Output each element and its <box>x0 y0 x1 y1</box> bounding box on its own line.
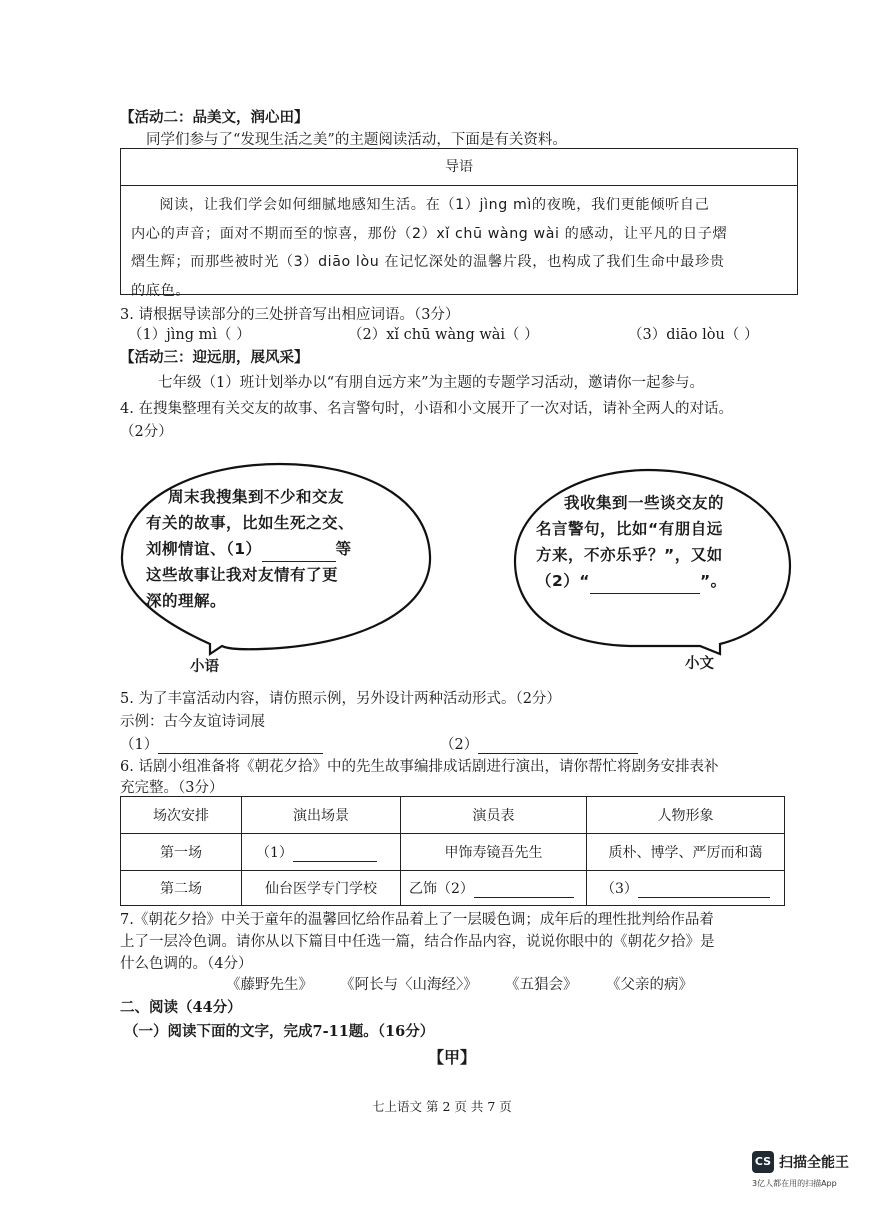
q4-stem: 4. 在搜集整理有关交友的故事、名言警句时，小语和小文展开了一次对话，请补全两人的对话。 <box>120 401 733 417</box>
q5-blank-1 <box>120 733 323 754</box>
table-header: 场次安排 <box>121 797 242 834</box>
q5-blank-1-label: （1） <box>120 737 159 753</box>
answer-blank[interactable] <box>638 883 770 898</box>
left-bubble-line: 深的理解。 <box>146 592 227 610</box>
speaker-xiaoyu: 小语 <box>190 659 219 675</box>
role-table <box>120 796 785 906</box>
camscanner-logo-icon: CS <box>752 1151 774 1173</box>
guide-line: 阅读，让我们学会如何细腻地感知生活。在（1）jìng mì的夜晚，我们更能倾听自己 <box>159 197 710 213</box>
left-bubble-line: 周末我搜集到不少和交友 <box>168 488 345 506</box>
section-title: 二、阅读（44分） <box>120 999 242 1016</box>
right-bubble-line <box>536 568 727 594</box>
right-bubble-line: 方来，不亦乐乎？”，又如 <box>536 546 723 564</box>
left-bubble-line <box>146 536 352 562</box>
q3-item-1: （1）jìng mì（ ） <box>128 327 251 343</box>
q7-line: 上了一层冷色调。请你从以下篇目中任选一篇，结合作品内容，说说你眼中的《朝花夕拾》是 <box>120 934 715 950</box>
guide-title: 导语 <box>121 149 797 186</box>
q7-option: 《藤野先生》 <box>226 977 313 993</box>
activity2-intro: 同学们参与了“发现生活之美”的主题阅读活动，下面是有关资料。 <box>146 132 567 148</box>
q5-blank-2-label: （2） <box>440 737 479 753</box>
q7-line: 什么色调的。（4分） <box>120 956 253 972</box>
table-cell: 甲饰寿镜吾先生 <box>401 834 587 871</box>
guide-line: 熠生辉；而那些被时光（3）diāo lòu 在记忆深处的温馨片段，也构成了我们生命中最珍贵 <box>131 254 725 270</box>
table-row <box>121 834 785 871</box>
table-header: 演员表 <box>401 797 587 834</box>
watermark-name: 扫描全能王 <box>779 1155 849 1171</box>
watermark-tagline: 3亿人都在用的扫描App <box>752 1179 837 1188</box>
q7-option: 《父亲的病》 <box>606 977 693 993</box>
q3-stem: 3. 请根据导读部分的三处拼音写出相应词语。（3分） <box>120 307 460 323</box>
guide-line: 的底色。 <box>131 282 191 299</box>
table-cell <box>242 834 401 871</box>
answer-blank[interactable] <box>478 737 638 754</box>
table-cell <box>401 871 587 906</box>
table-cell: 仙台医学专门学校 <box>242 871 401 906</box>
q5-blank-2 <box>440 733 638 754</box>
section-subtitle: （一）阅读下面的文字，完成7-11题。（16分） <box>124 1023 435 1040</box>
table-header: 人物形象 <box>587 797 785 834</box>
left-bubble-tail: 等 <box>335 540 352 558</box>
q7-option: 《五猖会》 <box>505 977 578 993</box>
guide-body <box>131 191 787 305</box>
right-bubble-tail: ”。 <box>699 572 727 590</box>
table-cell: 第二场 <box>121 871 242 906</box>
q5-example: 示例：古今友谊诗词展 <box>120 714 265 730</box>
q7-option: 《阿长与〈山海经〉》 <box>340 977 478 993</box>
answer-blank[interactable] <box>474 883 574 898</box>
activity2-title: 【活动二：品美文，润心田】 <box>120 109 309 126</box>
activity3-title: 【活动三：迎远朋，展风采】 <box>120 349 309 366</box>
q6-stem-2: 充完整。（3分） <box>120 780 224 796</box>
table-row <box>121 871 785 906</box>
right-bubble-line: 我收集到一些谈交友的 <box>564 494 725 512</box>
right-bubble-line-text: （2）“ <box>536 572 590 590</box>
q4-points: （2分） <box>120 424 173 440</box>
left-bubble-line: 这些故事让我对友情有了更 <box>146 566 339 584</box>
table-cell-label: （3） <box>601 881 638 897</box>
table-header: 演出场景 <box>242 797 401 834</box>
table-cell-label: 乙饰（2） <box>409 881 474 897</box>
table-header-row <box>121 797 785 834</box>
table-cell <box>587 871 785 906</box>
passage-jia-label: 【甲】 <box>428 1048 477 1067</box>
q3-item-2: （2）xǐ chū wàng wài（ ） <box>348 327 539 343</box>
right-bubble-line: 名言警句，比如“有朋自远 <box>536 520 723 538</box>
answer-blank-1[interactable] <box>262 543 336 562</box>
table-cell: 质朴、博学、严厉而和蔼 <box>587 834 785 871</box>
activity3-intro: 七年级（1）班计划举办以“有朋自远方来”为主题的专题学习活动，邀请你一起参与。 <box>158 375 705 391</box>
answer-blank-2[interactable] <box>590 575 700 594</box>
table-cell: 第一场 <box>121 834 242 871</box>
speaker-xiaowen: 小文 <box>685 656 714 672</box>
q6-stem: 6. 话剧小组准备将《朝花夕拾》中的先生故事编排成话剧进行演出，请你帮忙将剧务安排表补 <box>120 759 719 775</box>
page-footer: 七上语文 第 2 页 共 7 页 <box>372 1099 512 1114</box>
guide-line: 内心的声音；面对不期而至的惊喜，那份（2）xǐ chū wàng wài 的感动，让平凡的日子熠 <box>131 225 728 242</box>
q7-line: 7.《朝花夕拾》中关于童年的温馨回忆给作品着上了一层暖色调；成年后的理性批判给作品着 <box>120 912 714 928</box>
left-bubble-line: 有关的故事，比如生死之交、 <box>146 514 355 532</box>
left-bubble-line-text: 刘柳情谊、（1） <box>146 540 262 558</box>
answer-blank[interactable] <box>158 737 323 754</box>
q3-item-3: （3）diāo lòu（ ） <box>628 327 759 343</box>
table-cell-label: （1） <box>256 845 293 861</box>
q5-stem: 5. 为了丰富活动内容，请仿照示例，另外设计两种活动形式。（2分） <box>120 691 561 707</box>
answer-blank[interactable] <box>293 847 377 862</box>
guide-box <box>120 148 798 299</box>
